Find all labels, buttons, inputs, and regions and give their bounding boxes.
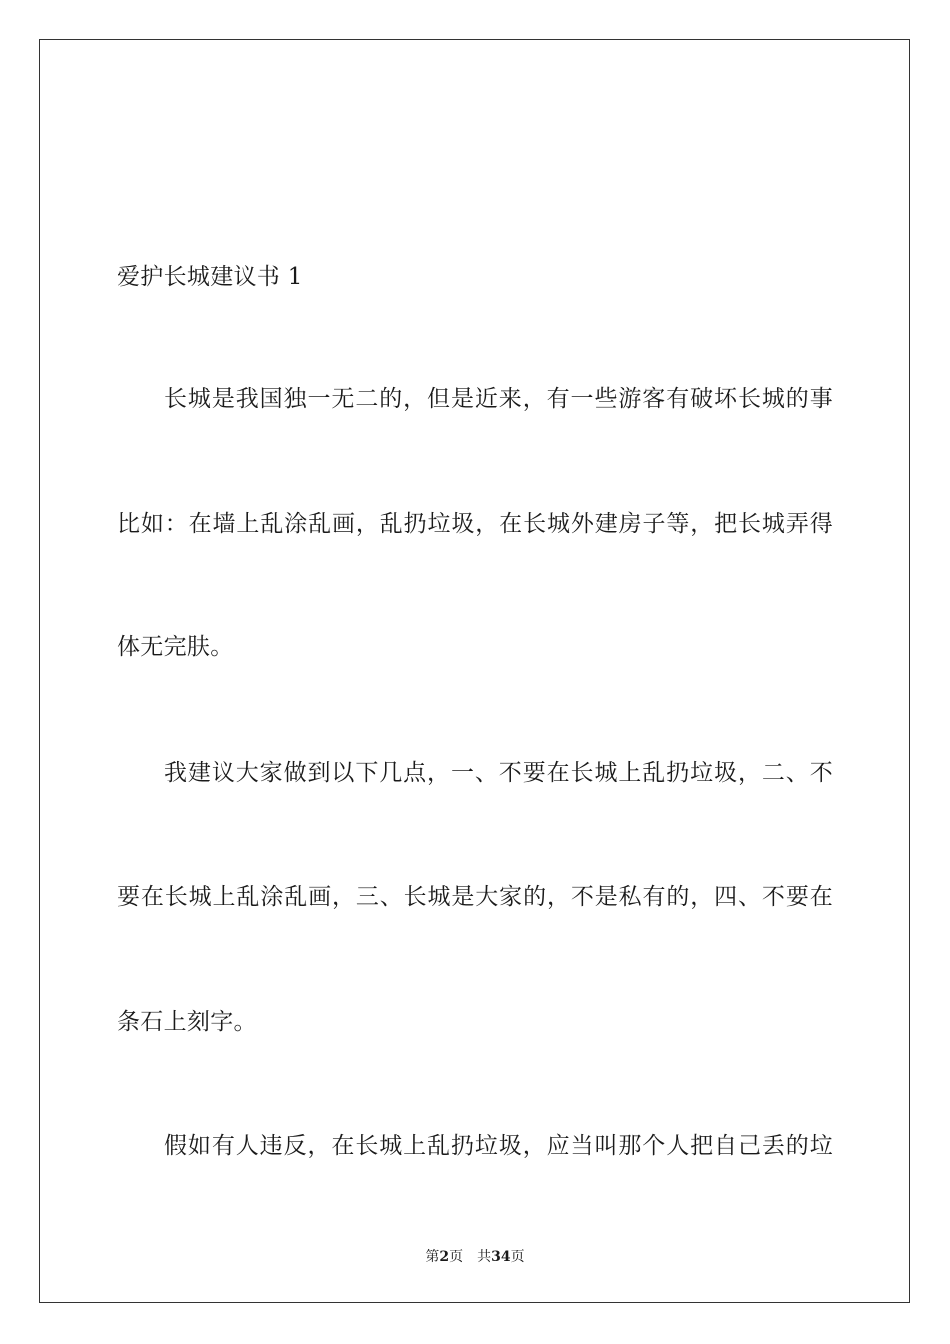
total-suffix: 页 [510, 1249, 525, 1265]
page-footer [0, 1248, 950, 1266]
paragraph-line: 体无完肤。 [117, 634, 234, 660]
paragraph-line: 要在长城上乱涂乱画，三、长城是大家的，不是私有的，四、不要在 [117, 884, 833, 910]
page-number: 2 [439, 1249, 450, 1265]
total-prefix: 共 [477, 1249, 492, 1265]
paragraph-line: 比如：在墙上乱涂乱画，乱扔垃圾，在长城外建房子等，把长城弄得 [117, 511, 833, 537]
page-prefix: 第 [425, 1249, 440, 1265]
page-suffix: 页 [449, 1249, 464, 1265]
paragraph-line: 长城是我国独一无二的，但是近来，有一些游客有破坏长城的事 [164, 386, 833, 412]
total-pages: 34 [491, 1249, 511, 1265]
document-title: 爱护长城建议书 1 [117, 264, 303, 290]
paragraph-line: 条石上刻字。 [117, 1009, 257, 1035]
paragraph-line: 我建议大家做到以下几点，一、不要在长城上乱扔垃圾，二、不 [164, 760, 833, 786]
paragraph-line: 假如有人违反，在长城上乱扔垃圾，应当叫那个人把自己丢的垃 [164, 1133, 833, 1159]
page-border [39, 39, 910, 1303]
